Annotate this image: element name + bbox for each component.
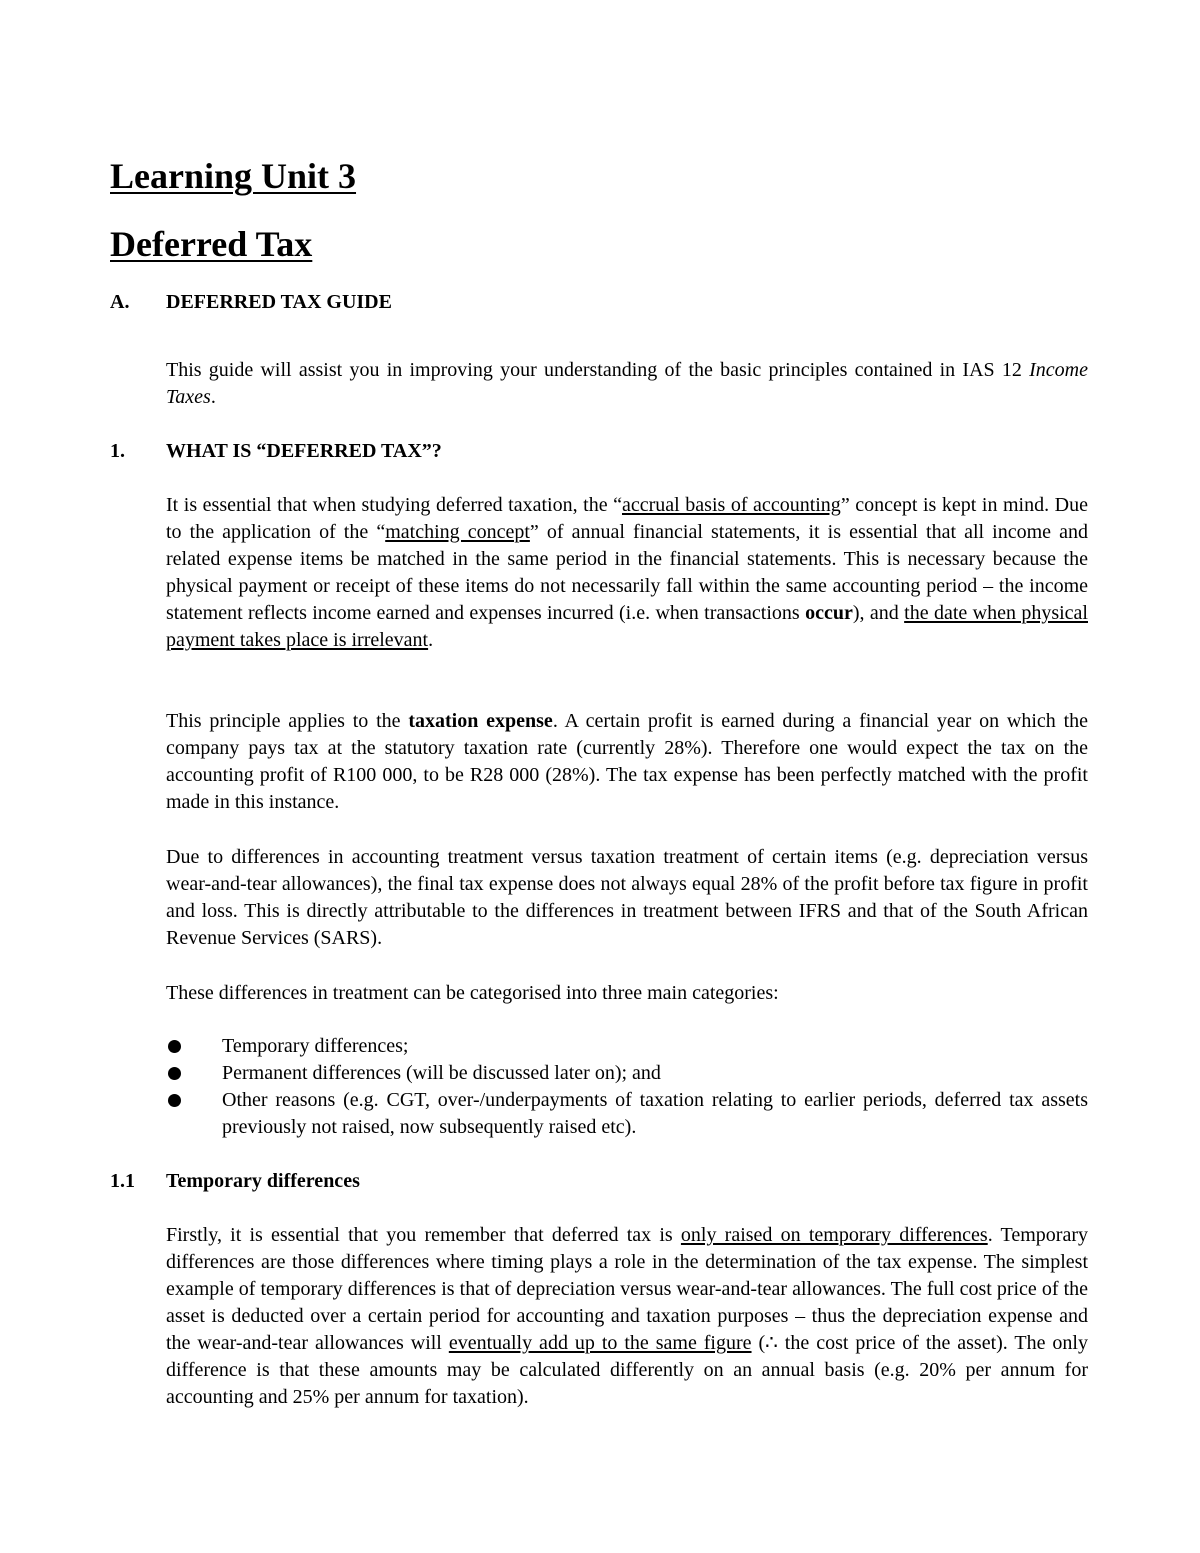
- section-a-intro: [166, 357, 1088, 411]
- list-item: [166, 1087, 1088, 1141]
- categories-list: [166, 1033, 1088, 1141]
- intro-text: This guide will assist you in improving your understanding of the basic principles contained in IAS 12: [166, 359, 1030, 381]
- section-1-paragraph-4: These differences in treatment can be categorised into three main categories:: [166, 982, 779, 1004]
- section-a-heading: DEFERRED TAX GUIDE: [166, 291, 392, 313]
- text-run: . A certain profit is earned during a financial year on which the company pays tax at the statutory taxation rate (currently 28%). Therefore one would expect the tax on the accounting profit of R100 000, to be R28 000 (28%). The tax expense has been perfectly matched with the profit made in this instance.: [166, 710, 1089, 813]
- section-a-number: A.: [110, 291, 130, 313]
- list-item: [166, 1060, 1088, 1087]
- text-run: Firstly, it is essential that you remember that deferred tax is: [166, 1224, 681, 1246]
- title-deferred-tax: Deferred Tax: [110, 224, 313, 264]
- underlined-accrual-basis: accrual basis of accounting: [622, 494, 841, 516]
- text-run: .: [428, 629, 434, 651]
- section-1-1-number: 1.1: [110, 1170, 135, 1192]
- section-1-1-heading: Temporary differences: [166, 1170, 360, 1192]
- list-item: [166, 1033, 1088, 1060]
- list-item-text: Temporary differences;: [222, 1035, 409, 1057]
- section-1-number: 1.: [110, 440, 125, 462]
- section-1-paragraph-2: [166, 708, 1088, 816]
- intro-italic: Income Taxes: [166, 359, 1088, 408]
- underlined-same-figure: eventually add up to the same figure: [448, 1332, 752, 1354]
- text-run: This principle applies to the: [166, 710, 409, 732]
- underlined-payment-irrelevant: the date when physical payment takes place is irrelevant: [166, 602, 1088, 651]
- title-learning-unit: Learning Unit 3: [110, 156, 357, 196]
- text-run: . Temporary differences are those differences where timing plays a role in the determination of the tax expense. The simplest example of temporary differences is that of depreciation versus wear-and-tear allowances. The full cost price of the asset is deducted over a certain period for accounting and taxation purposes – thus the depreciation expense and the wear-and-tear allowances will: [166, 1224, 1088, 1354]
- list-item-text: Permanent differences (will be discussed later on); and: [222, 1062, 661, 1084]
- underlined-temporary-differences: only raised on temporary differences: [680, 1224, 988, 1246]
- bullet-icon: [168, 1040, 181, 1053]
- bold-taxation-expense: taxation expense: [408, 710, 553, 732]
- section-1-1-paragraph-1: [166, 1222, 1088, 1411]
- bold-occur: occur: [805, 602, 853, 624]
- text-run: (∴ the cost price of the asset). The only difference is that these amounts may be calculated differently on an annual basis (e.g. 20% per annum for accounting and 25% per annum for taxation).: [166, 1332, 1088, 1408]
- intro-end: .: [210, 386, 216, 408]
- bullet-icon: [168, 1067, 181, 1080]
- section-1-paragraph-1: [166, 492, 1088, 654]
- text-run: ” of annual financial statements, it is essential that all income and related expense items be matched in the same period in the financial statements. This is necessary because the physical payment or receipt of these items do not necessarily fall within the same accounting period – the income statement reflects income earned and expenses incurred (i.e. when transactions: [166, 521, 1088, 624]
- text-run: ), and: [852, 602, 905, 624]
- section-1-paragraph-3: Due to differences in accounting treatment versus taxation treatment of certain items (e.g. depreciation versus wear-and-tear allowances), the final tax expense does not always equal 28% of the profit before tax figure in profit and loss. This is directly attributable to the differences in treatment between IFRS and that of the South African Revenue Services (SARS).: [166, 846, 1088, 949]
- underlined-matching-concept: matching concept: [385, 521, 530, 543]
- list-item-text: Other reasons (e.g. CGT, over-/underpayments of taxation relating to earlier periods, deferred tax assets previously not raised, now subsequently raised etc).: [222, 1089, 1088, 1138]
- bullet-icon: [168, 1094, 181, 1107]
- text-run: It is essential that when studying deferred taxation, the “: [166, 494, 622, 516]
- text-run: ” concept is kept in mind. Due to the application of the “: [166, 494, 1088, 543]
- section-1-heading: WHAT IS “DEFERRED TAX”?: [166, 440, 442, 462]
